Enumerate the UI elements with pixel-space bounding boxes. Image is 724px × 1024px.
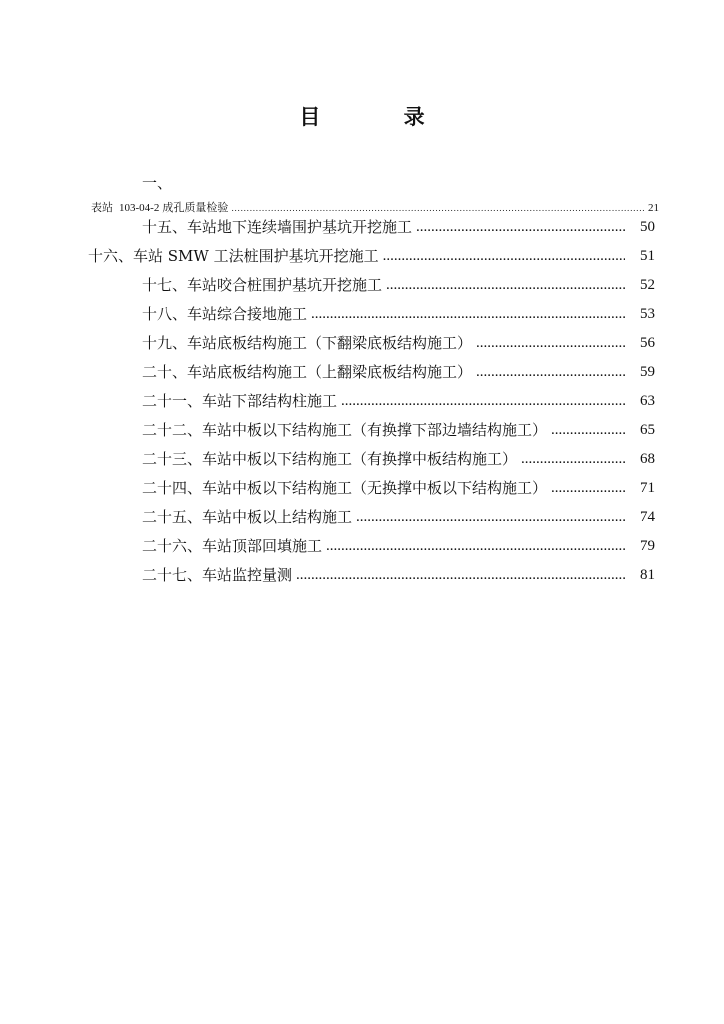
toc-entry-page: 65 xyxy=(640,422,655,438)
toc-entry[interactable] xyxy=(142,358,655,387)
toc-entry-page: 50 xyxy=(640,219,655,235)
toc-entry[interactable] xyxy=(142,271,655,300)
orphan-heading: 一、 xyxy=(142,174,173,192)
toc-entry-leader xyxy=(476,358,625,387)
toc-title: 目 录 xyxy=(299,104,463,129)
toc-entry-leader xyxy=(416,213,625,242)
toc-entry-text: 二十六、车站顶部回填施工 xyxy=(142,537,323,555)
toc-list xyxy=(0,213,724,590)
toc-entry-text: 十七、车站咬合桩围护基坑开挖施工 xyxy=(142,276,383,294)
toc-entry-leader xyxy=(521,445,625,474)
toc-entry-leader xyxy=(551,416,625,445)
toc-entry-text: 二十五、车站中板以上结构施工 xyxy=(142,508,353,526)
toc-entry-text: 二十七、车站监控量测 xyxy=(142,566,293,584)
toc-entry-page: 52 xyxy=(640,277,655,293)
toc-entry-leader xyxy=(341,387,625,416)
toc-entry[interactable] xyxy=(142,561,655,590)
toc-entry-text: 二十三、车站中板以下结构施工（有换撑中板结构施工） xyxy=(142,450,518,468)
toc-entry[interactable] xyxy=(142,445,655,474)
small-entry-leader xyxy=(231,204,644,213)
toc-entry-page: 53 xyxy=(640,306,655,322)
toc-entry[interactable] xyxy=(142,300,655,329)
toc-entry-leader xyxy=(356,503,625,532)
toc-entry-leader xyxy=(551,474,625,503)
small-entry-text: 成孔质量检验 xyxy=(162,201,229,214)
toc-entry-page: 79 xyxy=(640,538,655,554)
toc-entry[interactable] xyxy=(88,242,655,271)
toc-entry-leader xyxy=(326,532,625,561)
toc-entry-page: 74 xyxy=(640,509,655,525)
toc-entry-text: 二十四、车站中板以下结构施工（无换撑中板以下结构施工） xyxy=(142,479,548,497)
toc-entry-page: 71 xyxy=(640,480,655,496)
small-entry-number: 103-04-2 xyxy=(119,202,160,214)
toc-entry-text: 二十、车站底板结构施工（上翻梁底板结构施工） xyxy=(142,363,473,381)
toc-entry-leader xyxy=(296,561,625,590)
small-entry-label: 表站 xyxy=(91,201,113,214)
toc-entry-leader xyxy=(383,242,625,271)
toc-entry[interactable] xyxy=(142,329,655,358)
toc-entry-page: 51 xyxy=(640,248,655,264)
toc-entry-page: 68 xyxy=(640,451,655,467)
toc-entry-text: 十六、车站 SMW 工法桩围护基坑开挖施工 xyxy=(88,247,379,265)
toc-entry[interactable] xyxy=(142,503,655,532)
toc-entry[interactable] xyxy=(142,474,655,503)
toc-entry-text: 十九、车站底板结构施工（下翻梁底板结构施工） xyxy=(142,334,473,352)
toc-entry-text: 二十一、车站下部结构柱施工 xyxy=(142,392,338,410)
toc-entry-page: 59 xyxy=(640,364,655,380)
toc-entry-leader xyxy=(386,271,625,300)
toc-entry[interactable] xyxy=(142,416,655,445)
toc-entry-page: 56 xyxy=(640,335,655,351)
toc-entry[interactable] xyxy=(142,532,655,561)
toc-entry-text: 十五、车站地下连续墙围护基坑开挖施工 xyxy=(142,218,413,236)
toc-entry[interactable] xyxy=(142,213,655,242)
toc-entry-page: 63 xyxy=(640,393,655,409)
toc-entry-text: 二十二、车站中板以下结构施工（有换撑下部边墙结构施工） xyxy=(142,421,548,439)
toc-entry[interactable] xyxy=(142,387,655,416)
toc-entry-page: 81 xyxy=(640,567,655,583)
toc-entry-leader xyxy=(476,329,625,358)
toc-entry-leader xyxy=(311,300,625,329)
toc-entry-text: 十八、车站综合接地施工 xyxy=(142,305,308,323)
small-entry-page: 21 xyxy=(648,202,659,214)
